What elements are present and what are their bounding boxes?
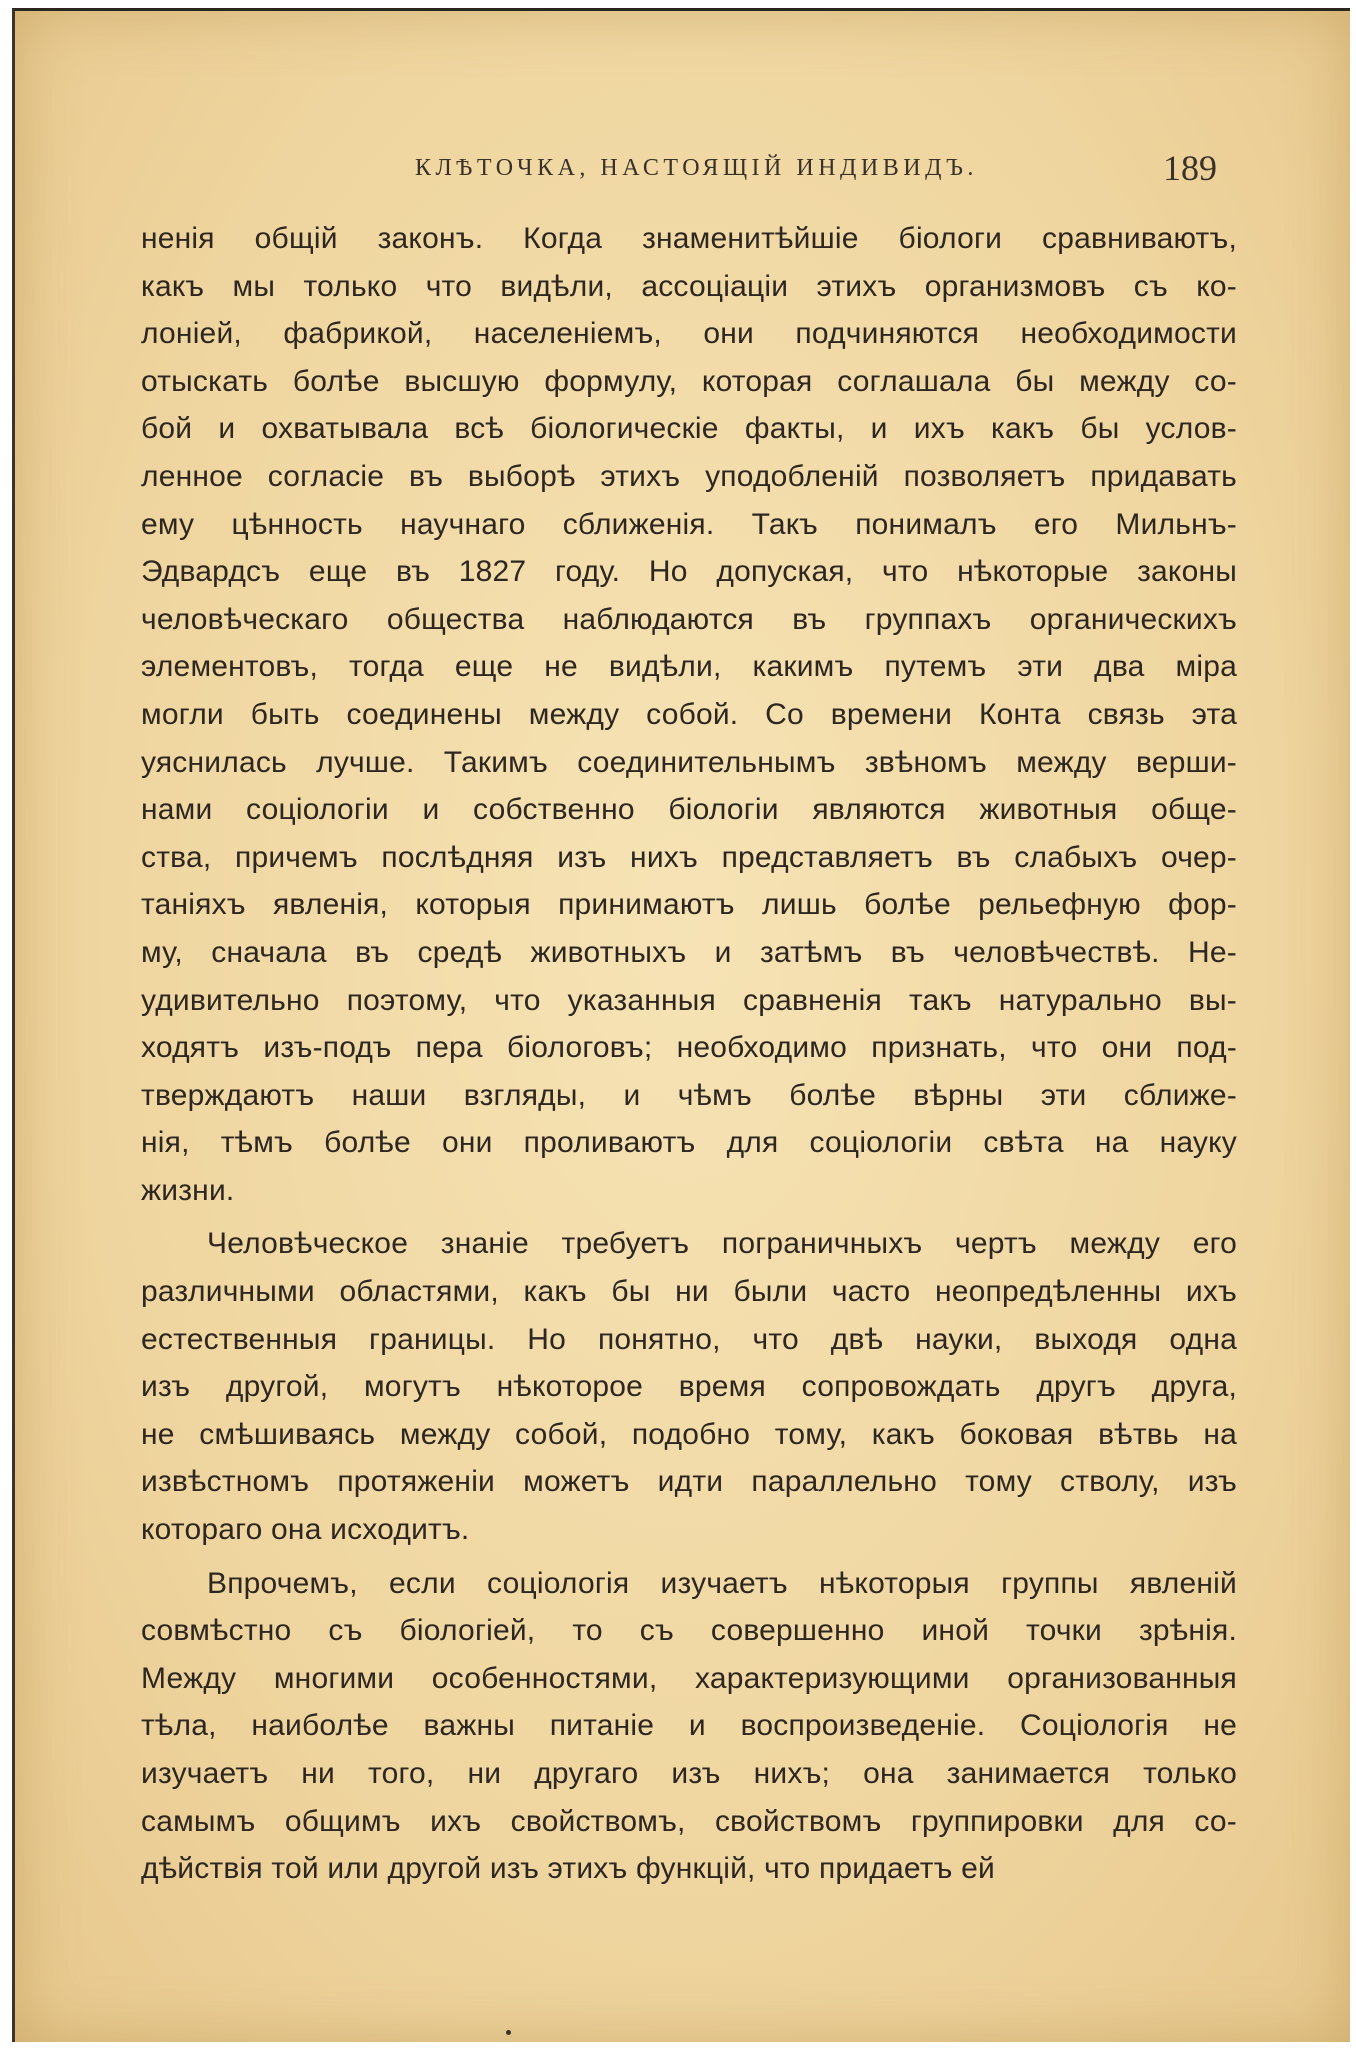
paragraph-3 xyxy=(141,1560,1237,1893)
text-line: таніяхъ явленія, которыя принимаютъ лишь болѣе рельефную фор- xyxy=(141,888,1237,922)
text-line: ленное согласіе въ выборѣ этихъ уподобленій позволяетъ придавать xyxy=(141,459,1237,493)
book-page xyxy=(12,8,1350,2042)
text-line: совмѣстно съ біологіей, то съ совершенно иной точки зрѣнія. xyxy=(141,1614,1237,1648)
page-header xyxy=(15,147,1350,197)
text-line: бой и охватывала всѣ біологическіе факты, и ихъ какъ бы услов- xyxy=(141,412,1237,446)
text-line: не смѣшиваясь между собой, подобно тому, какъ боковая вѣтвь на xyxy=(141,1417,1237,1451)
text-line: дѣйствія той или другой изъ этихъ функцій, что придаетъ ей xyxy=(141,1852,995,1886)
text-line: человѣческаго общества наблюдаются въ группахъ органическихъ xyxy=(141,602,1237,636)
text-line: извѣстномъ протяженіи можетъ идти параллельно тому стволу, изъ xyxy=(141,1465,1237,1499)
text-line: ходятъ изъ-подъ пера біологовъ; необходимо признать, что они под- xyxy=(141,1031,1237,1065)
text-line: ему цѣнность научнаго сближенія. Такъ понималъ его Мильнъ- xyxy=(141,507,1237,541)
page-body-text xyxy=(141,215,1237,1893)
text-line: уяснилась лучше. Такимъ соединительнымъ звѣномъ между верши- xyxy=(141,745,1237,779)
text-line: ненія общій законъ. Когда знаменитѣйшіе біологи сравниваютъ, xyxy=(141,222,1237,255)
text-line: естественныя границы. Но понятно, что двѣ науки, выходя одна xyxy=(141,1322,1237,1356)
page-number: 189 xyxy=(1163,148,1217,188)
text-line: могли быть соединены между собой. Со времени Конта связь эта xyxy=(141,697,1237,731)
text-line: му, сначала въ средѣ животныхъ и затѣмъ въ человѣчествѣ. Не- xyxy=(141,935,1237,969)
text-line: котораго она исходитъ. xyxy=(141,1513,470,1547)
text-line: тверждаютъ наши взгляды, и чѣмъ болѣе вѣрны эти сближе- xyxy=(141,1078,1237,1112)
text-line: какъ мы только что видѣли, ассоціаціи этихъ организмовъ съ ко- xyxy=(141,269,1237,303)
text-line: изучаетъ ни того, ни другаго изъ нихъ; она занимается только xyxy=(141,1757,1237,1790)
text-line: Человѣческое знаніе требуетъ пограничныхъ чертъ между его xyxy=(207,1227,1237,1261)
text-line: нами соціологіи и собственно біологіи являются животныя обще- xyxy=(141,793,1237,827)
text-line: элементовъ, тогда еще не видѣли, какимъ путемъ эти два міра xyxy=(141,650,1237,684)
text-line: различными областями, какъ бы ни были часто неопредѣленны ихъ xyxy=(141,1275,1237,1309)
text-line: нія, тѣмъ болѣе они проливаютъ для соціологіи свѣта на науку xyxy=(141,1126,1237,1160)
paragraph-1 xyxy=(141,215,1237,1214)
text-line: отыскать болѣе высшую формулу, которая соглашала бы между со- xyxy=(141,364,1237,398)
text-line: самымъ общимъ ихъ свойствомъ, свойствомъ группировки для со- xyxy=(141,1804,1237,1838)
text-line: жизни. xyxy=(141,1173,235,1207)
paragraph-2 xyxy=(141,1220,1237,1553)
running-title: КЛѢТОЧКА, НАСТОЯЩІЙ ИНДИВИДЪ. xyxy=(415,155,978,181)
text-line: Между многими особенностями, характеризующими организованныя xyxy=(141,1661,1237,1695)
text-line: ства, причемъ послѣдняя изъ нихъ представляетъ въ слабыхъ очер- xyxy=(141,840,1237,874)
text-line: удивительно поэтому, что указанныя сравненія такъ натурально вы- xyxy=(141,983,1237,1017)
text-line: Эдвардсъ еще въ 1827 году. Но допуская, что нѣкоторые законы xyxy=(141,555,1237,589)
ink-speck xyxy=(506,2030,511,2035)
text-line: тѣла, наиболѣе важны питаніе и воспроизведеніе. Соціологія не xyxy=(141,1709,1237,1743)
text-line: Впрочемъ, если соціологія изучаетъ нѣкоторыя группы явленій xyxy=(207,1566,1237,1600)
text-line: лоніей, фабрикой, населеніемъ, они подчиняются необходимости xyxy=(141,317,1237,351)
text-line: изъ другой, могутъ нѣкоторое время сопровождать другъ друга, xyxy=(141,1370,1237,1404)
